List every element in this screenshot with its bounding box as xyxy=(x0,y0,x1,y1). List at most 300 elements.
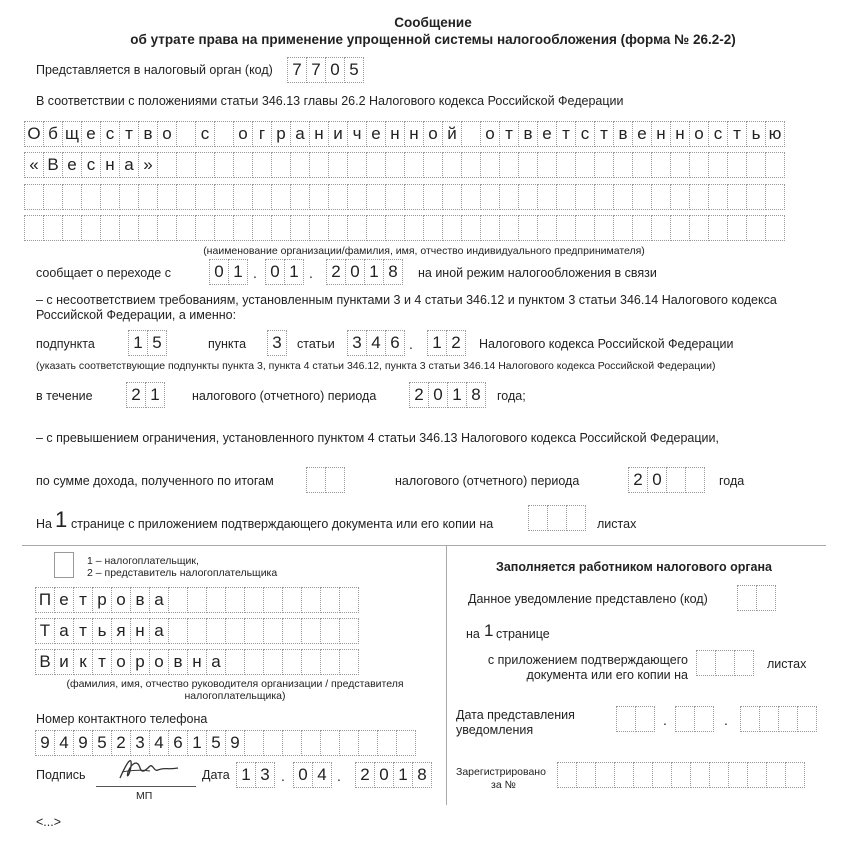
char-cell[interactable]: т xyxy=(594,121,614,147)
char-cell[interactable] xyxy=(715,650,735,676)
char-cell[interactable] xyxy=(694,706,714,732)
char-cell[interactable] xyxy=(195,215,215,241)
char-cell[interactable] xyxy=(556,184,576,210)
char-cell[interactable] xyxy=(81,184,101,210)
char-cell[interactable] xyxy=(727,215,747,241)
char-cell[interactable]: В xyxy=(35,649,55,675)
char-cell[interactable]: 8 xyxy=(383,259,403,285)
char-cell[interactable] xyxy=(81,215,101,241)
phone-field[interactable] xyxy=(35,730,415,756)
char-cell[interactable] xyxy=(306,467,326,493)
sign-date-year[interactable] xyxy=(355,762,431,788)
char-cell[interactable]: а xyxy=(149,618,169,644)
char-cell[interactable] xyxy=(187,587,207,613)
char-cell[interactable] xyxy=(734,650,754,676)
char-cell[interactable] xyxy=(727,152,747,178)
char-cell[interactable] xyxy=(195,152,215,178)
char-cell[interactable] xyxy=(575,215,595,241)
char-cell[interactable]: т xyxy=(73,618,93,644)
char-cell[interactable] xyxy=(708,184,728,210)
char-cell[interactable] xyxy=(328,184,348,210)
subpunkt-field[interactable] xyxy=(128,330,166,356)
char-cell[interactable] xyxy=(206,618,226,644)
char-cell[interactable] xyxy=(442,184,462,210)
char-cell[interactable] xyxy=(339,730,359,756)
char-cell[interactable] xyxy=(157,184,177,210)
signer-type-checkbox[interactable] xyxy=(54,552,74,578)
char-cell[interactable] xyxy=(195,184,215,210)
excess-year-field[interactable] xyxy=(628,467,704,493)
char-cell[interactable]: 9 xyxy=(73,730,93,756)
char-cell[interactable]: 4 xyxy=(149,730,169,756)
char-cell[interactable]: 9 xyxy=(225,730,245,756)
char-cell[interactable]: 3 xyxy=(255,762,275,788)
punkt-field[interactable] xyxy=(267,330,286,356)
char-cell[interactable]: в xyxy=(613,121,633,147)
char-cell[interactable] xyxy=(62,215,82,241)
char-cell[interactable] xyxy=(385,215,405,241)
char-cell[interactable]: 1 xyxy=(447,382,467,408)
char-cell[interactable] xyxy=(301,649,321,675)
char-cell[interactable]: й xyxy=(442,121,462,147)
noncompliance-year-field[interactable] xyxy=(409,382,485,408)
char-cell[interactable] xyxy=(385,152,405,178)
char-cell[interactable] xyxy=(252,215,272,241)
char-cell[interactable] xyxy=(708,152,728,178)
char-cell[interactable]: е xyxy=(632,121,652,147)
char-cell[interactable] xyxy=(325,467,345,493)
char-cell[interactable]: 3 xyxy=(347,330,367,356)
char-cell[interactable] xyxy=(709,762,729,788)
char-cell[interactable] xyxy=(339,649,359,675)
char-cell[interactable] xyxy=(675,706,695,732)
char-cell[interactable] xyxy=(282,730,302,756)
char-cell[interactable] xyxy=(233,184,253,210)
char-cell[interactable] xyxy=(62,184,82,210)
office-submitted-code[interactable] xyxy=(737,585,775,611)
char-cell[interactable]: 1 xyxy=(427,330,447,356)
char-cell[interactable]: а xyxy=(149,587,169,613)
char-cell[interactable] xyxy=(756,585,776,611)
char-cell[interactable]: 0 xyxy=(209,259,229,285)
char-cell[interactable]: е xyxy=(537,121,557,147)
char-cell[interactable] xyxy=(366,215,386,241)
char-cell[interactable]: 2 xyxy=(446,330,466,356)
char-cell[interactable] xyxy=(576,762,596,788)
char-cell[interactable]: в xyxy=(130,587,150,613)
char-cell[interactable] xyxy=(43,184,63,210)
char-cell[interactable]: щ xyxy=(62,121,82,147)
char-cell[interactable]: О xyxy=(24,121,44,147)
office-date-day[interactable] xyxy=(616,706,654,732)
char-cell[interactable] xyxy=(290,152,310,178)
char-cell[interactable] xyxy=(727,184,747,210)
char-cell[interactable] xyxy=(670,184,690,210)
char-cell[interactable] xyxy=(252,152,272,178)
char-cell[interactable] xyxy=(737,585,757,611)
char-cell[interactable] xyxy=(633,762,653,788)
char-cell[interactable]: т xyxy=(73,587,93,613)
char-cell[interactable] xyxy=(328,152,348,178)
char-cell[interactable] xyxy=(404,215,424,241)
char-cell[interactable]: 7 xyxy=(306,57,326,83)
char-cell[interactable] xyxy=(651,215,671,241)
char-cell[interactable] xyxy=(366,152,386,178)
char-cell[interactable] xyxy=(746,152,766,178)
char-cell[interactable]: а xyxy=(54,618,74,644)
char-cell[interactable]: г xyxy=(252,121,272,147)
char-cell[interactable]: 1 xyxy=(187,730,207,756)
char-cell[interactable]: 8 xyxy=(412,762,432,788)
char-cell[interactable]: с xyxy=(195,121,215,147)
char-cell[interactable]: с xyxy=(708,121,728,147)
char-cell[interactable]: н xyxy=(651,121,671,147)
char-cell[interactable] xyxy=(271,215,291,241)
char-cell[interactable] xyxy=(176,121,196,147)
char-cell[interactable] xyxy=(480,184,500,210)
char-cell[interactable]: 2 xyxy=(409,382,429,408)
char-cell[interactable] xyxy=(442,215,462,241)
char-cell[interactable]: т xyxy=(499,121,519,147)
char-cell[interactable]: н xyxy=(187,649,207,675)
char-cell[interactable] xyxy=(480,215,500,241)
char-cell[interactable] xyxy=(746,215,766,241)
char-cell[interactable] xyxy=(214,184,234,210)
char-cell[interactable] xyxy=(263,649,283,675)
office-date-month[interactable] xyxy=(675,706,713,732)
char-cell[interactable]: ь xyxy=(92,618,112,644)
char-cell[interactable] xyxy=(138,184,158,210)
period-code-field[interactable] xyxy=(126,382,164,408)
char-cell[interactable] xyxy=(396,730,416,756)
article-main-field[interactable] xyxy=(347,330,404,356)
char-cell[interactable]: е xyxy=(366,121,386,147)
char-cell[interactable] xyxy=(168,587,188,613)
char-cell[interactable] xyxy=(765,184,785,210)
char-cell[interactable]: е xyxy=(62,152,82,178)
char-cell[interactable]: 6 xyxy=(385,330,405,356)
char-cell[interactable] xyxy=(670,152,690,178)
char-cell[interactable]: о xyxy=(157,121,177,147)
char-cell[interactable]: Т xyxy=(35,618,55,644)
char-cell[interactable] xyxy=(652,762,672,788)
char-cell[interactable]: о xyxy=(423,121,443,147)
char-cell[interactable]: 4 xyxy=(312,762,332,788)
char-cell[interactable]: » xyxy=(138,152,158,178)
char-cell[interactable] xyxy=(666,467,686,493)
char-cell[interactable] xyxy=(766,762,786,788)
char-cell[interactable] xyxy=(347,184,367,210)
char-cell[interactable] xyxy=(244,730,264,756)
char-cell[interactable]: 5 xyxy=(344,57,364,83)
char-cell[interactable]: и xyxy=(328,121,348,147)
char-cell[interactable]: с xyxy=(100,121,120,147)
char-cell[interactable]: 0 xyxy=(374,762,394,788)
char-cell[interactable] xyxy=(187,618,207,644)
char-cell[interactable] xyxy=(651,184,671,210)
char-cell[interactable]: и xyxy=(54,649,74,675)
char-cell[interactable]: П xyxy=(35,587,55,613)
char-cell[interactable] xyxy=(301,618,321,644)
char-cell[interactable] xyxy=(461,121,481,147)
char-cell[interactable] xyxy=(575,152,595,178)
char-cell[interactable]: н xyxy=(130,618,150,644)
char-cell[interactable]: 3 xyxy=(267,330,287,356)
char-cell[interactable] xyxy=(575,184,595,210)
char-cell[interactable]: 0 xyxy=(428,382,448,408)
char-cell[interactable]: а xyxy=(119,152,139,178)
char-cell[interactable]: а xyxy=(290,121,310,147)
char-cell[interactable]: « xyxy=(24,152,44,178)
transition-date-month[interactable] xyxy=(265,259,303,285)
tax-office-code[interactable] xyxy=(287,57,363,83)
char-cell[interactable] xyxy=(689,184,709,210)
char-cell[interactable]: о xyxy=(111,587,131,613)
char-cell[interactable] xyxy=(309,215,329,241)
pages-sheets-field[interactable] xyxy=(528,505,585,531)
char-cell[interactable] xyxy=(461,152,481,178)
char-cell[interactable] xyxy=(423,152,443,178)
char-cell[interactable]: 1 xyxy=(364,259,384,285)
char-cell[interactable] xyxy=(556,152,576,178)
char-cell[interactable] xyxy=(594,215,614,241)
char-cell[interactable] xyxy=(263,587,283,613)
char-cell[interactable] xyxy=(616,706,636,732)
char-cell[interactable] xyxy=(119,215,139,241)
char-cell[interactable] xyxy=(557,762,577,788)
char-cell[interactable]: 9 xyxy=(35,730,55,756)
char-cell[interactable] xyxy=(461,184,481,210)
char-cell[interactable] xyxy=(708,215,728,241)
char-cell[interactable] xyxy=(271,184,291,210)
char-cell[interactable]: 0 xyxy=(345,259,365,285)
char-cell[interactable] xyxy=(480,152,500,178)
char-cell[interactable] xyxy=(157,215,177,241)
char-cell[interactable]: р xyxy=(130,649,150,675)
char-cell[interactable] xyxy=(263,618,283,644)
char-cell[interactable]: 0 xyxy=(647,467,667,493)
char-cell[interactable] xyxy=(225,618,245,644)
char-cell[interactable] xyxy=(765,152,785,178)
char-cell[interactable] xyxy=(537,184,557,210)
char-cell[interactable] xyxy=(461,215,481,241)
char-cell[interactable]: т xyxy=(556,121,576,147)
char-cell[interactable] xyxy=(100,184,120,210)
char-cell[interactable]: 1 xyxy=(128,330,148,356)
char-cell[interactable] xyxy=(244,649,264,675)
char-cell[interactable] xyxy=(176,152,196,178)
char-cell[interactable]: т xyxy=(92,649,112,675)
char-cell[interactable] xyxy=(282,618,302,644)
char-cell[interactable] xyxy=(614,762,634,788)
char-cell[interactable] xyxy=(499,215,519,241)
char-cell[interactable] xyxy=(385,184,405,210)
char-cell[interactable] xyxy=(282,649,302,675)
char-cell[interactable] xyxy=(233,215,253,241)
char-cell[interactable] xyxy=(214,152,234,178)
char-cell[interactable] xyxy=(290,215,310,241)
char-cell[interactable] xyxy=(632,215,652,241)
char-cell[interactable] xyxy=(728,762,748,788)
char-cell[interactable] xyxy=(320,730,340,756)
char-cell[interactable]: 1 xyxy=(284,259,304,285)
char-cell[interactable]: 1 xyxy=(145,382,165,408)
char-cell[interactable] xyxy=(282,587,302,613)
char-cell[interactable] xyxy=(176,184,196,210)
char-cell[interactable]: в xyxy=(518,121,538,147)
sign-date-day[interactable] xyxy=(236,762,274,788)
char-cell[interactable] xyxy=(100,215,120,241)
char-cell[interactable] xyxy=(225,649,245,675)
char-cell[interactable] xyxy=(518,152,538,178)
char-cell[interactable] xyxy=(613,215,633,241)
char-cell[interactable] xyxy=(556,215,576,241)
char-cell[interactable] xyxy=(689,152,709,178)
char-cell[interactable] xyxy=(651,152,671,178)
char-cell[interactable]: ч xyxy=(347,121,367,147)
char-cell[interactable]: н xyxy=(309,121,329,147)
char-cell[interactable]: к xyxy=(73,649,93,675)
char-cell[interactable]: 8 xyxy=(466,382,486,408)
char-cell[interactable] xyxy=(671,762,691,788)
char-cell[interactable]: 0 xyxy=(325,57,345,83)
char-cell[interactable] xyxy=(632,152,652,178)
char-cell[interactable] xyxy=(347,152,367,178)
char-cell[interactable] xyxy=(320,618,340,644)
char-cell[interactable]: в xyxy=(138,121,158,147)
char-cell[interactable] xyxy=(423,184,443,210)
char-cell[interactable]: 2 xyxy=(126,382,146,408)
char-cell[interactable]: 2 xyxy=(355,762,375,788)
char-cell[interactable] xyxy=(635,706,655,732)
char-cell[interactable] xyxy=(24,215,44,241)
char-cell[interactable]: с xyxy=(81,152,101,178)
char-cell[interactable] xyxy=(339,618,359,644)
char-cell[interactable]: 5 xyxy=(92,730,112,756)
char-cell[interactable]: а xyxy=(206,649,226,675)
char-cell[interactable]: 4 xyxy=(366,330,386,356)
signer-name[interactable] xyxy=(35,618,358,644)
char-cell[interactable] xyxy=(740,706,760,732)
char-cell[interactable]: В xyxy=(43,152,63,178)
char-cell[interactable] xyxy=(528,505,548,531)
char-cell[interactable]: о xyxy=(111,649,131,675)
char-cell[interactable] xyxy=(119,184,139,210)
char-cell[interactable]: 0 xyxy=(293,762,313,788)
char-cell[interactable]: 0 xyxy=(265,259,285,285)
char-cell[interactable] xyxy=(765,215,785,241)
char-cell[interactable] xyxy=(339,587,359,613)
signer-surname[interactable] xyxy=(35,587,358,613)
char-cell[interactable] xyxy=(690,762,710,788)
char-cell[interactable] xyxy=(263,730,283,756)
char-cell[interactable] xyxy=(613,184,633,210)
char-cell[interactable] xyxy=(271,152,291,178)
char-cell[interactable]: е xyxy=(54,587,74,613)
char-cell[interactable] xyxy=(689,215,709,241)
sign-date-month[interactable] xyxy=(293,762,331,788)
char-cell[interactable] xyxy=(157,152,177,178)
char-cell[interactable] xyxy=(244,618,264,644)
org-name-line-2[interactable] xyxy=(24,152,784,178)
char-cell[interactable] xyxy=(685,467,705,493)
char-cell[interactable] xyxy=(778,706,798,732)
char-cell[interactable] xyxy=(759,706,779,732)
char-cell[interactable] xyxy=(566,505,586,531)
char-cell[interactable] xyxy=(404,152,424,178)
char-cell[interactable]: 1 xyxy=(393,762,413,788)
org-name-line-3[interactable] xyxy=(24,184,784,210)
char-cell[interactable]: 6 xyxy=(168,730,188,756)
char-cell[interactable] xyxy=(442,152,462,178)
char-cell[interactable]: ь xyxy=(746,121,766,147)
char-cell[interactable] xyxy=(168,618,188,644)
char-cell[interactable]: о xyxy=(480,121,500,147)
char-cell[interactable] xyxy=(309,152,329,178)
char-cell[interactable]: т xyxy=(727,121,747,147)
char-cell[interactable] xyxy=(595,762,615,788)
org-name-line-4[interactable] xyxy=(24,215,784,241)
char-cell[interactable] xyxy=(547,505,567,531)
char-cell[interactable]: т xyxy=(119,121,139,147)
char-cell[interactable]: в xyxy=(168,649,188,675)
char-cell[interactable]: 5 xyxy=(147,330,167,356)
office-attach-sheets[interactable] xyxy=(696,650,753,676)
org-name-line-1[interactable] xyxy=(24,121,784,147)
char-cell[interactable] xyxy=(301,730,321,756)
char-cell[interactable]: 7 xyxy=(287,57,307,83)
char-cell[interactable] xyxy=(670,215,690,241)
char-cell[interactable] xyxy=(518,215,538,241)
char-cell[interactable] xyxy=(252,184,272,210)
char-cell[interactable] xyxy=(214,215,234,241)
char-cell[interactable] xyxy=(244,587,264,613)
char-cell[interactable]: 2 xyxy=(111,730,131,756)
char-cell[interactable] xyxy=(320,587,340,613)
article-sub-field[interactable] xyxy=(427,330,465,356)
char-cell[interactable] xyxy=(377,730,397,756)
char-cell[interactable] xyxy=(225,587,245,613)
char-cell[interactable] xyxy=(206,587,226,613)
char-cell[interactable] xyxy=(613,152,633,178)
char-cell[interactable] xyxy=(537,152,557,178)
char-cell[interactable]: о xyxy=(689,121,709,147)
char-cell[interactable]: 4 xyxy=(54,730,74,756)
char-cell[interactable] xyxy=(290,184,310,210)
char-cell[interactable]: н xyxy=(100,152,120,178)
char-cell[interactable]: р xyxy=(92,587,112,613)
char-cell[interactable] xyxy=(537,215,557,241)
transition-date-year[interactable] xyxy=(326,259,402,285)
char-cell[interactable] xyxy=(423,215,443,241)
char-cell[interactable]: 1 xyxy=(228,259,248,285)
char-cell[interactable] xyxy=(696,650,716,676)
char-cell[interactable] xyxy=(747,762,767,788)
transition-date-day[interactable] xyxy=(209,259,247,285)
char-cell[interactable] xyxy=(138,215,158,241)
char-cell[interactable] xyxy=(328,215,348,241)
char-cell[interactable]: 2 xyxy=(628,467,648,493)
char-cell[interactable] xyxy=(594,152,614,178)
char-cell[interactable]: н xyxy=(385,121,405,147)
char-cell[interactable] xyxy=(632,184,652,210)
char-cell[interactable]: ю xyxy=(765,121,785,147)
char-cell[interactable]: я xyxy=(111,618,131,644)
char-cell[interactable] xyxy=(214,121,234,147)
char-cell[interactable]: н xyxy=(404,121,424,147)
char-cell[interactable]: р xyxy=(271,121,291,147)
signer-patronymic[interactable] xyxy=(35,649,358,675)
